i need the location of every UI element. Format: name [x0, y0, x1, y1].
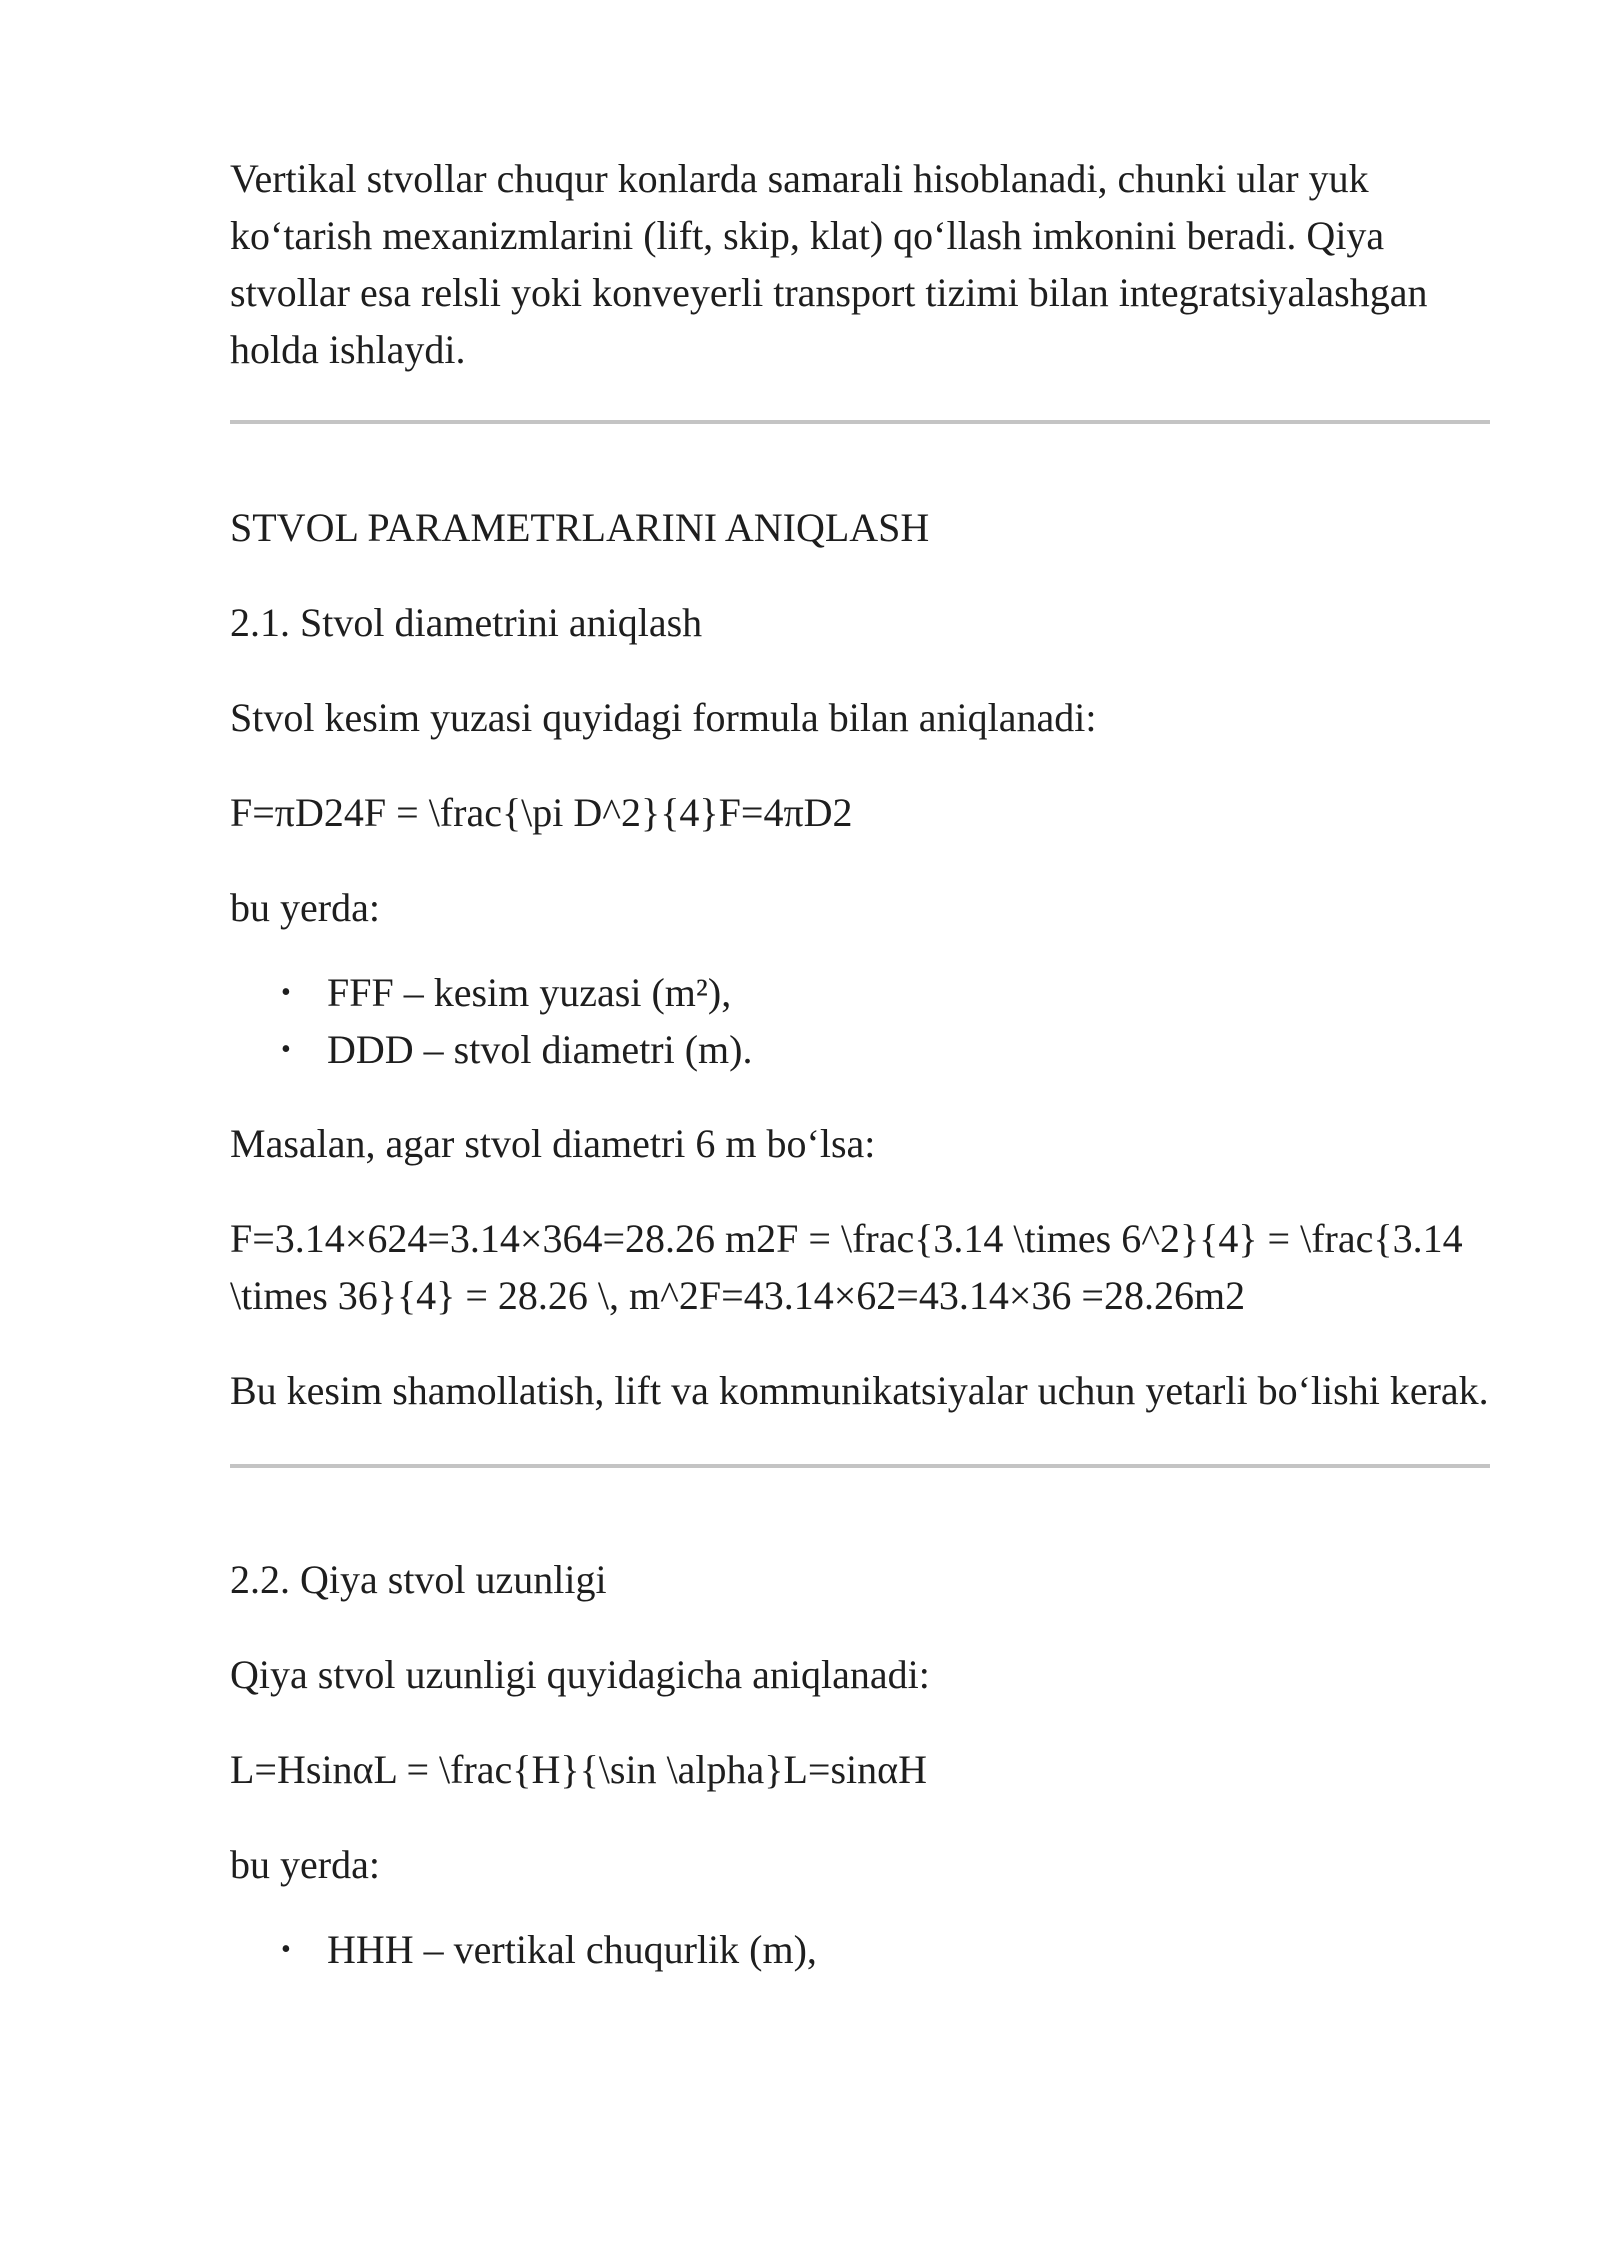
list-item-text: DDD – stvol diametri (m). [327, 1027, 753, 1072]
subsection-heading-2-1: 2.1. Stvol diametrini aniqlash [230, 600, 703, 645]
subsection-heading-2-2: 2.2. Qiya stvol uzunligi [230, 1557, 607, 1602]
formula-area: F=πD24F = \frac{\pi D^2}{4}F=4πD2 [230, 790, 853, 835]
bullet-icon: • [281, 1934, 291, 1965]
where-label: bu yerda: [230, 1842, 380, 1887]
list-item [230, 964, 1490, 1021]
section-divider [230, 1464, 1490, 1468]
formula-length: L=HsinαL = \frac{H}{\sin \alpha}L=sinαH [230, 1747, 928, 1792]
list-item [230, 1021, 1490, 1078]
paragraph-length-formula-intro: Qiya stvol uzunligi quyidagicha aniqlanadi: [230, 1652, 930, 1697]
calculation-formula: F=3.14×624=3.14×364=28.26 m2F = \frac{3.14 \times 6^2}{4} = \frac{3.14 \times 36}{4} = 28.26 \, m^2F=43.14×62=43.14×36 =28.26m2 [230, 1216, 1463, 1318]
variable-list [230, 1921, 1490, 1978]
section-title: STVOL PARAMETRLARINI ANIQLASH [230, 505, 930, 550]
variable-list [230, 964, 1490, 1078]
conclusion-paragraph: Bu kesim shamollatish, lift va kommunikatsiyalar uchun yetarli bo‘lishi kerak. [230, 1368, 1489, 1413]
list-item-text: FFF – kesim yuzasi (m²), [327, 970, 732, 1015]
paragraph-area-formula-intro: Stvol kesim yuzasi quyidagi formula bilan aniqlanadi: [230, 695, 1097, 740]
list-item-text: HHH – vertikal chuqurlik (m), [327, 1927, 817, 1972]
list-item [230, 1921, 1490, 1978]
example-paragraph: Masalan, agar stvol diametri 6 m bo‘lsa: [230, 1121, 876, 1166]
document-page [230, 150, 1490, 2015]
where-label: bu yerda: [230, 885, 380, 930]
intro-paragraph: Vertikal stvollar chuqur konlarda samarali hisoblanadi, chunki ular yuk ko‘tarish mexanizmlarini (lift, skip, klat) qo‘llash imkonini beradi. Qiya stvollar esa relsli yoki konveyerli transport tizimi bilan integratsiyalashgan holda ishlaydi. [230, 156, 1428, 372]
bullet-icon: • [281, 977, 291, 1008]
bullet-icon: • [281, 1034, 291, 1065]
section-divider [230, 420, 1490, 424]
